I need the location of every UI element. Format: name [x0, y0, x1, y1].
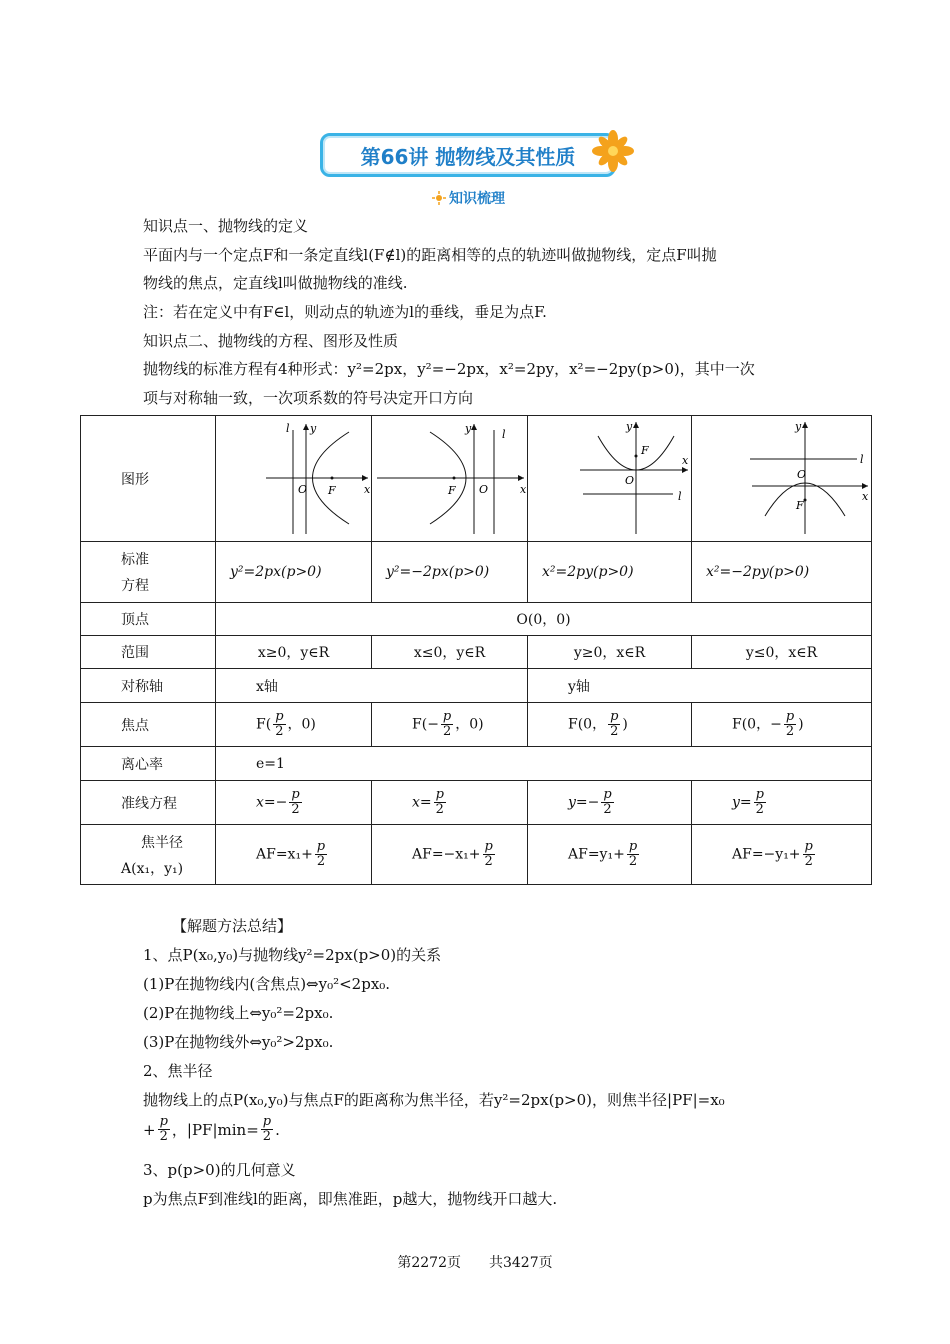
numerator: p — [316, 839, 326, 854]
numerator: p — [291, 787, 300, 802]
fraction — [441, 710, 453, 739]
method-1b: (2)P在抛物线上⇔y₀²=2px₀. — [143, 1004, 334, 1022]
text: ，0) — [287, 716, 316, 733]
numerator: p — [442, 709, 452, 724]
label-O: O — [298, 483, 308, 496]
method-1c: (3)P在抛物线外⇔y₀²>2px₀. — [143, 1033, 334, 1051]
label-O: O — [479, 483, 489, 496]
graph-up-open — [528, 416, 692, 542]
text: y=− — [568, 794, 600, 811]
numerator: p — [610, 709, 619, 724]
label-y: y — [626, 420, 633, 433]
row-label-radius — [81, 825, 216, 885]
numerator: p — [262, 1114, 272, 1129]
cell-eq: x²=−2py(p>0) — [692, 542, 872, 603]
denominator: 2 — [442, 724, 452, 739]
properties-table — [80, 415, 872, 885]
text: F( — [256, 716, 272, 733]
page-title — [320, 133, 616, 177]
method-2: 2、焦半径 — [143, 1062, 213, 1080]
label-x: x — [862, 490, 869, 503]
label-line: 方程 — [121, 578, 149, 594]
denominator: 2 — [316, 854, 326, 869]
method-3a: p为焦点F到准线l的距离，即焦准距，p越大，抛物线开口越大. — [143, 1190, 558, 1208]
text: x= — [412, 794, 432, 811]
numerator: p — [435, 787, 444, 802]
denominator: 2 — [785, 724, 795, 739]
label-l: l — [286, 422, 290, 435]
label-x: x — [520, 483, 527, 496]
k2-title: 知识点二、抛物线的方程、图形及性质 — [143, 332, 399, 350]
cell-directrix — [372, 781, 528, 825]
denominator: 2 — [628, 854, 638, 869]
table-row — [81, 781, 872, 825]
label-line: 标准 — [121, 552, 149, 568]
text: F( — [412, 716, 428, 733]
text: . — [275, 1120, 280, 1139]
numerator: p — [275, 709, 284, 724]
text: ，0) — [455, 716, 484, 733]
cell-directrix — [216, 781, 372, 825]
denominator: 2 — [262, 1129, 272, 1144]
cell-vertex: O(0，0) — [216, 603, 872, 636]
label-F: F — [641, 444, 649, 457]
cell-eq: x²=2py(p>0) — [528, 542, 692, 603]
cell-focus — [372, 703, 528, 747]
method-1a: (1)P在抛物线内(含焦点)⇔y₀²<2px₀. — [143, 975, 391, 993]
cell-radius — [216, 825, 372, 885]
label-F: F — [328, 484, 336, 497]
row-label-ecc: 离心率 — [81, 747, 216, 781]
numerator: p — [785, 709, 795, 724]
table-row — [81, 603, 872, 636]
row-label-vertex: 顶点 — [81, 603, 216, 636]
k1-note: 注：若在定义中有F∈l，则动点的轨迹为l的垂线，垂足为点F. — [143, 303, 547, 321]
label-O: O — [625, 474, 635, 487]
label-l: l — [860, 453, 864, 466]
cell-axis: x轴 — [216, 669, 528, 703]
cell-directrix — [528, 781, 692, 825]
label-F: F — [796, 499, 804, 512]
denominator: 2 — [484, 854, 493, 869]
text: − — [770, 716, 782, 733]
text: AF=x₁+ — [256, 846, 313, 863]
cell-eq: y²=2px(p>0) — [216, 542, 372, 603]
cell-focus — [216, 703, 372, 747]
k2-line2: 项与对称轴一致，一次项系数的符号决定开口方向 — [143, 389, 474, 407]
cell-directrix — [692, 781, 872, 825]
section-subhead — [432, 188, 505, 208]
label-y: y — [310, 422, 317, 435]
label-l: l — [678, 490, 682, 503]
k1-line1: 平面内与一个定点F和一条定直线l(F∉l)的距离相等的点的轨迹叫做抛物线，定点F叫抛 — [143, 246, 717, 264]
label-x: x — [364, 483, 371, 496]
fraction — [784, 710, 796, 739]
method-2b — [143, 1115, 280, 1144]
denominator: 2 — [804, 854, 813, 869]
fraction — [483, 840, 495, 869]
cell-range: y≥0，x∈R — [528, 636, 692, 669]
method-1: 1、点P(x₀,y₀)与抛物线y²=2px(p>0)的关系 — [143, 946, 442, 964]
fraction — [289, 788, 301, 817]
sun-icon — [432, 191, 446, 205]
fraction — [261, 1115, 273, 1144]
label-O: O — [797, 468, 807, 481]
denominator: 2 — [610, 724, 619, 739]
k1-title: 知识点一、抛物线的定义 — [143, 217, 309, 235]
row-label-range: 范围 — [81, 636, 216, 669]
page-footer: 第2272页 共3427页 — [397, 1255, 553, 1271]
fraction — [754, 788, 766, 817]
denominator: 2 — [291, 802, 300, 817]
graph-right-open — [216, 416, 372, 542]
graph-left-open — [372, 416, 528, 542]
table-row — [81, 542, 872, 603]
fraction — [158, 1115, 170, 1144]
label-l: l — [502, 428, 506, 441]
cell-range: y≤0，x∈R — [692, 636, 872, 669]
denominator: 2 — [603, 802, 612, 817]
numerator: p — [159, 1114, 168, 1129]
table-row — [81, 636, 872, 669]
cell-axis: y轴 — [528, 669, 872, 703]
label-F: F — [448, 484, 456, 497]
denominator: 2 — [275, 724, 284, 739]
row-label-graph: 图形 — [81, 416, 216, 542]
cell-radius — [692, 825, 872, 885]
cell-radius — [528, 825, 692, 885]
fraction — [601, 788, 613, 817]
label-y: y — [795, 420, 802, 433]
fraction — [803, 840, 815, 869]
fraction — [434, 788, 446, 817]
flower-icon — [590, 128, 636, 174]
denominator: 2 — [435, 802, 444, 817]
numerator: p — [755, 787, 764, 802]
table-row — [81, 669, 872, 703]
fraction — [315, 840, 327, 869]
text: F(0， — [732, 716, 771, 733]
cell-focus — [692, 703, 872, 747]
method-3: 3、p(p>0)的几何意义 — [143, 1161, 296, 1179]
row-label-eq — [81, 542, 216, 603]
fraction — [627, 840, 639, 869]
text: AF=y₁+ — [568, 846, 625, 863]
text: ) — [622, 716, 628, 733]
k2-line1: 抛物线的标准方程有4种形式：y²=2px，y²=−2px，x²=2py，x²=−2py(p>0)，其中一次 — [143, 360, 755, 378]
k1-line2: 物线的焦点，定直线l叫做抛物线的准线. — [143, 274, 408, 292]
method-title: 【解题方法总结】 — [172, 917, 293, 935]
cell-eq: y²=−2px(p>0) — [372, 542, 528, 603]
row-label-directrix: 准线方程 — [81, 781, 216, 825]
numerator: p — [603, 787, 612, 802]
fraction — [608, 710, 620, 739]
text: ) — [798, 716, 804, 733]
text: AF=−y₁+ — [732, 846, 801, 863]
label-line: A(x₁，y₁) — [121, 860, 184, 877]
cell-ecc: e=1 — [216, 747, 872, 781]
text: − — [427, 716, 439, 733]
cell-focus — [528, 703, 692, 747]
text: F(0， — [568, 716, 607, 733]
denominator: 2 — [159, 1129, 168, 1144]
text: x=− — [256, 794, 288, 811]
page-title-text: 第66讲 抛物线及其性质 — [360, 144, 576, 169]
table-row — [81, 825, 872, 885]
cell-range: x≥0，y∈R — [216, 636, 372, 669]
text: y= — [732, 794, 752, 811]
numerator: p — [628, 839, 638, 854]
numerator: p — [804, 839, 813, 854]
text: + — [143, 1120, 156, 1139]
label-y: y — [465, 422, 472, 435]
text: ，|PF|min= — [171, 1121, 259, 1139]
row-label-axis: 对称轴 — [81, 669, 216, 703]
denominator: 2 — [755, 802, 764, 817]
cell-radius — [372, 825, 528, 885]
method-2a: 抛物线上的点P(x₀,y₀)与焦点F的距离称为焦半径，若y²=2px(p>0)，则焦半径|PF|=x₀ — [143, 1091, 725, 1109]
label-line: 焦半径 — [141, 834, 183, 851]
table-row — [81, 703, 872, 747]
row-label-focus: 焦点 — [81, 703, 216, 747]
text: AF=−x₁+ — [412, 846, 481, 863]
graph-down-open — [692, 416, 872, 542]
table-row — [81, 416, 872, 542]
label-x: x — [682, 454, 689, 467]
numerator: p — [484, 839, 493, 854]
fraction — [273, 710, 285, 739]
table-row — [81, 747, 872, 781]
subhead-text: 知识梳理 — [449, 191, 505, 207]
cell-range: x≤0，y∈R — [372, 636, 528, 669]
